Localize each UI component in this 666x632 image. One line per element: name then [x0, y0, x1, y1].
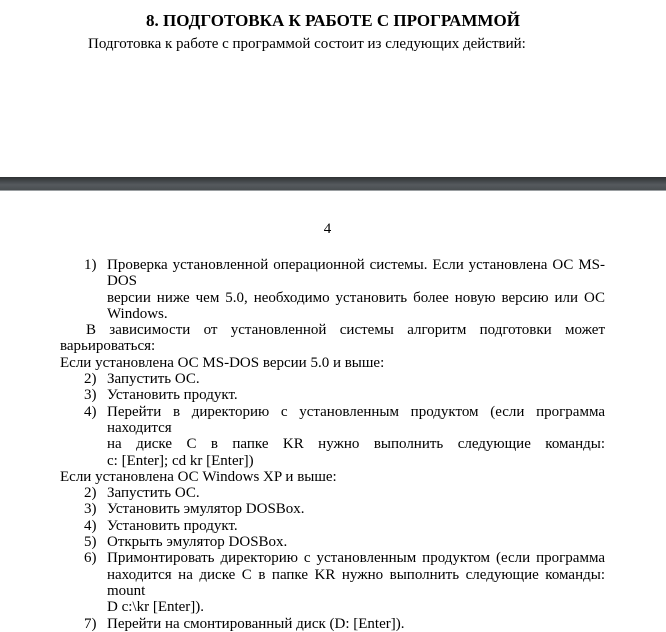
list-number: 2) — [84, 371, 97, 388]
page-body — [60, 257, 605, 632]
list-item-line: Windows. — [107, 305, 168, 322]
list-item-line: Примонтировать директорию с установленным продуктом (если программа — [107, 550, 605, 567]
list-item-line: находится на диске C в папке KR нужно выполнить следующие команды: mount — [107, 566, 605, 599]
list-item — [60, 371, 605, 387]
list-item-line: Установить продукт. — [107, 387, 238, 404]
list-item — [60, 257, 605, 322]
list-item-line: Проверка установленной операционной системы. Если установлена ОС MS-DOS — [107, 257, 605, 290]
list-item-line: Запустить ОС. — [107, 485, 200, 502]
list-item-line: Перейти на смонтированный диск (D: [Enter]). — [107, 615, 405, 632]
paragraph-line: варьироваться: — [60, 338, 156, 355]
list-item — [60, 518, 605, 534]
list-item-line: Открыть эмулятор DOSBox. — [107, 534, 288, 551]
list-item — [60, 485, 605, 501]
paragraph-line: В зависимости от установленной системы алгоритм подготовки может — [86, 322, 605, 339]
list-number: 3) — [84, 387, 97, 404]
list-number: 1) — [84, 257, 97, 273]
list-item-line: Установить продукт. — [107, 517, 238, 534]
list-item-line: Установить эмулятор DOSBox. — [107, 501, 305, 518]
intro-text: Подготовка к работе с программой состоит из следующих действий: — [88, 36, 526, 52]
section-title: 8. ПОДГОТОВКА К РАБОТЕ С ПРОГРАММОЙ — [146, 11, 520, 30]
list-number: 5) — [84, 534, 97, 551]
list-item — [60, 550, 605, 615]
document-page-2 — [0, 191, 666, 632]
page-number: 4 — [323, 221, 332, 237]
list-item — [60, 387, 605, 403]
list-item — [60, 534, 605, 550]
list-number: 7) — [84, 615, 97, 632]
document-page-1 — [0, 0, 666, 177]
list-item-line: Запустить ОС. — [107, 371, 200, 388]
list-item-line: D c:\kr [Enter]). — [107, 599, 205, 616]
list-number: 3) — [84, 501, 97, 518]
list-item-line: на диске C в папке KR нужно выполнить следующие команды: — [107, 436, 605, 453]
list-number: 2) — [84, 485, 97, 502]
list-number: 4) — [84, 403, 97, 420]
windows-heading: Если установлена ОС Windows XP и выше: — [60, 468, 337, 485]
list-number: 4) — [84, 517, 97, 534]
list-item — [60, 501, 605, 517]
list-item-line: версии ниже чем 5.0, необходимо установить более новую версию или ОС — [107, 289, 605, 306]
page-separator — [0, 177, 666, 191]
list-item — [60, 404, 605, 469]
list-item — [60, 616, 605, 632]
list-item-line: c: [Enter]; cd kr [Enter]) — [107, 452, 254, 469]
list-number: 6) — [84, 550, 97, 567]
dos-heading: Если установлена ОС MS-DOS версии 5.0 и выше: — [60, 354, 385, 371]
list-item-line: Перейти в директорию с установленным продуктом (если программа находится — [107, 403, 605, 436]
